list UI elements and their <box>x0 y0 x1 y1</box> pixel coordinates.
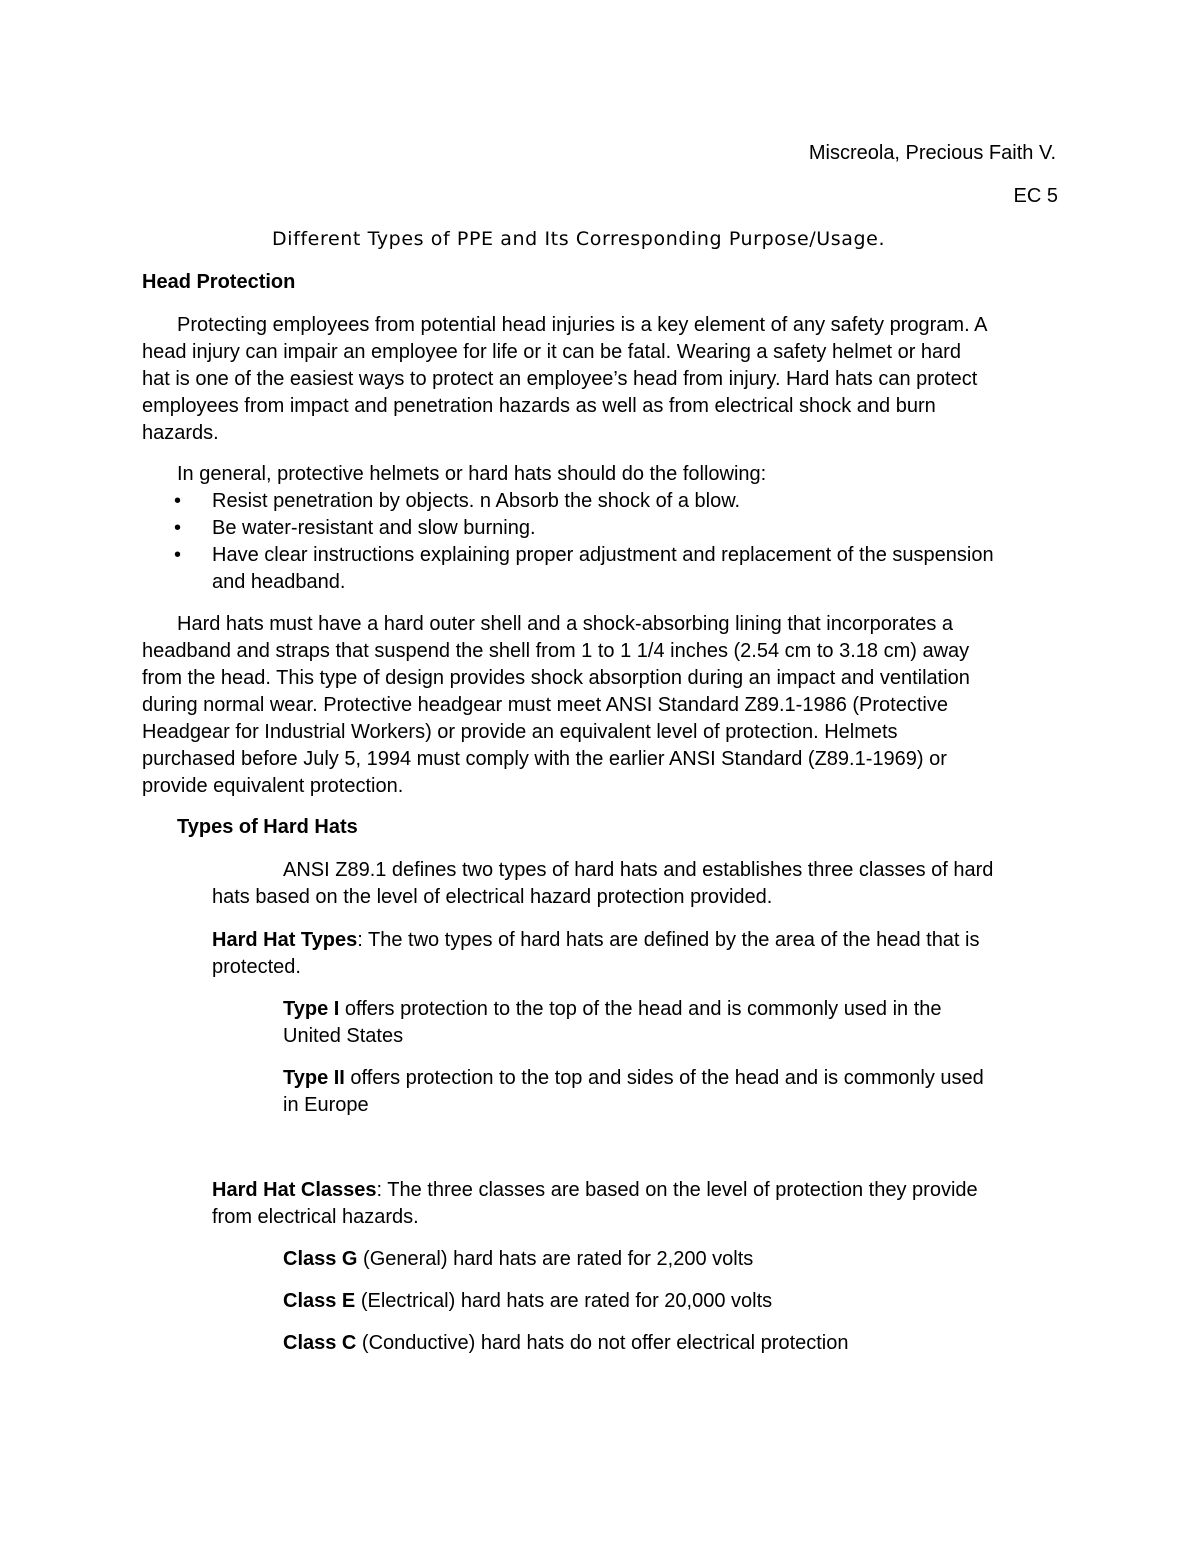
requirements-line: purchased before July 5, 1994 must comply with the earlier ANSI Standard (Z89.1-1969) or <box>142 748 947 770</box>
section-heading-types-of-hard-hats: Types of Hard Hats <box>177 816 358 838</box>
hard-hat-types-text: : The two types of hard hats are defined by the area of the head that is <box>357 929 980 951</box>
hard-hat-classes-line <box>212 1177 978 1204</box>
type-i-line <box>283 996 942 1023</box>
bullet-dot: • <box>174 490 182 512</box>
class-c-text: (Conductive) hard hats do not offer electrical protection <box>356 1332 849 1354</box>
intro-line: employees from impact and penetration hazards as well as from electrical shock and burn <box>142 395 936 417</box>
hard-hat-types-label: Hard Hat Types <box>212 929 358 951</box>
hard-hat-types-line: protected. <box>212 956 301 978</box>
bullet-item: Be water-resistant and slow burning. <box>212 517 536 539</box>
course-code: EC 5 <box>1013 185 1058 207</box>
intro-line: head injury can impair an employee for life or it can be fatal. Wearing a safety helmet or hard <box>142 341 961 363</box>
bullet-item-continuation: and headband. <box>212 571 346 593</box>
type-i-line: United States <box>283 1025 404 1047</box>
bullet-item: Have clear instructions explaining proper adjustment and replacement of the suspension <box>212 544 994 566</box>
requirements-line: headband and straps that suspend the shell from 1 to 1 1/4 inches (2.54 cm to 3.18 cm) away <box>142 640 970 662</box>
type-ii-line <box>283 1065 984 1092</box>
document-title: Different Types of PPE and Its Corresponding Purpose/Usage. <box>272 228 886 250</box>
type-i-label: Type I <box>283 998 340 1020</box>
class-c-label: Class C <box>283 1332 357 1354</box>
ansi-intro-line: ANSI Z89.1 defines two types of hard hats and establishes three classes of hard <box>283 859 994 881</box>
bullet-item: Resist penetration by objects. n Absorb the shock of a blow. <box>212 490 741 512</box>
type-i-text: offers protection to the top of the head and is commonly used in the <box>339 998 942 1020</box>
class-e-label: Class E <box>283 1290 356 1312</box>
section-heading-head-protection: Head Protection <box>142 271 296 293</box>
class-e-text: (Electrical) hard hats are rated for 20,000 volts <box>355 1290 773 1312</box>
bullet-dot: • <box>174 517 182 539</box>
intro-line: hazards. <box>142 422 219 444</box>
intro-line: hat is one of the easiest ways to protect an employee’s head from injury. Hard hats can protect <box>142 368 978 390</box>
intro-line: Protecting employees from potential head injuries is a key element of any safety program. A <box>177 314 988 336</box>
hard-hat-classes-line: from electrical hazards. <box>212 1206 419 1228</box>
hard-hat-types-line <box>212 927 980 954</box>
requirements-line: Headgear for Industrial Workers) or provide an equivalent level of protection. Helmets <box>142 721 898 743</box>
ansi-intro-line: hats based on the level of electrical hazard protection provided. <box>212 886 773 908</box>
general-requirements-intro: In general, protective helmets or hard hats should do the following: <box>177 463 767 485</box>
requirements-line: during normal wear. Protective headgear must meet ANSI Standard Z89.1-1986 (Protective <box>142 694 948 716</box>
class-e-line <box>283 1288 772 1315</box>
type-ii-text: offers protection to the top and sides of the head and is commonly used <box>344 1067 984 1089</box>
class-g-text: (General) hard hats are rated for 2,200 volts <box>357 1248 754 1270</box>
requirements-line: Hard hats must have a hard outer shell and a shock-absorbing lining that incorporates a <box>177 613 954 635</box>
author-name: Miscreola, Precious Faith V. <box>808 142 1056 164</box>
class-g-line <box>283 1246 753 1273</box>
hard-hat-classes-label: Hard Hat Classes <box>212 1179 377 1201</box>
type-ii-label: Type II <box>283 1067 345 1089</box>
hard-hat-classes-text: : The three classes are based on the level of protection they provide <box>376 1179 978 1201</box>
requirements-line: from the head. This type of design provides shock absorption during an impact and ventilation <box>142 667 970 689</box>
class-g-label: Class G <box>283 1248 358 1270</box>
class-c-line <box>283 1330 849 1357</box>
type-ii-line: in Europe <box>283 1094 369 1116</box>
bullet-dot: • <box>174 544 182 566</box>
requirements-line: provide equivalent protection. <box>142 775 404 797</box>
